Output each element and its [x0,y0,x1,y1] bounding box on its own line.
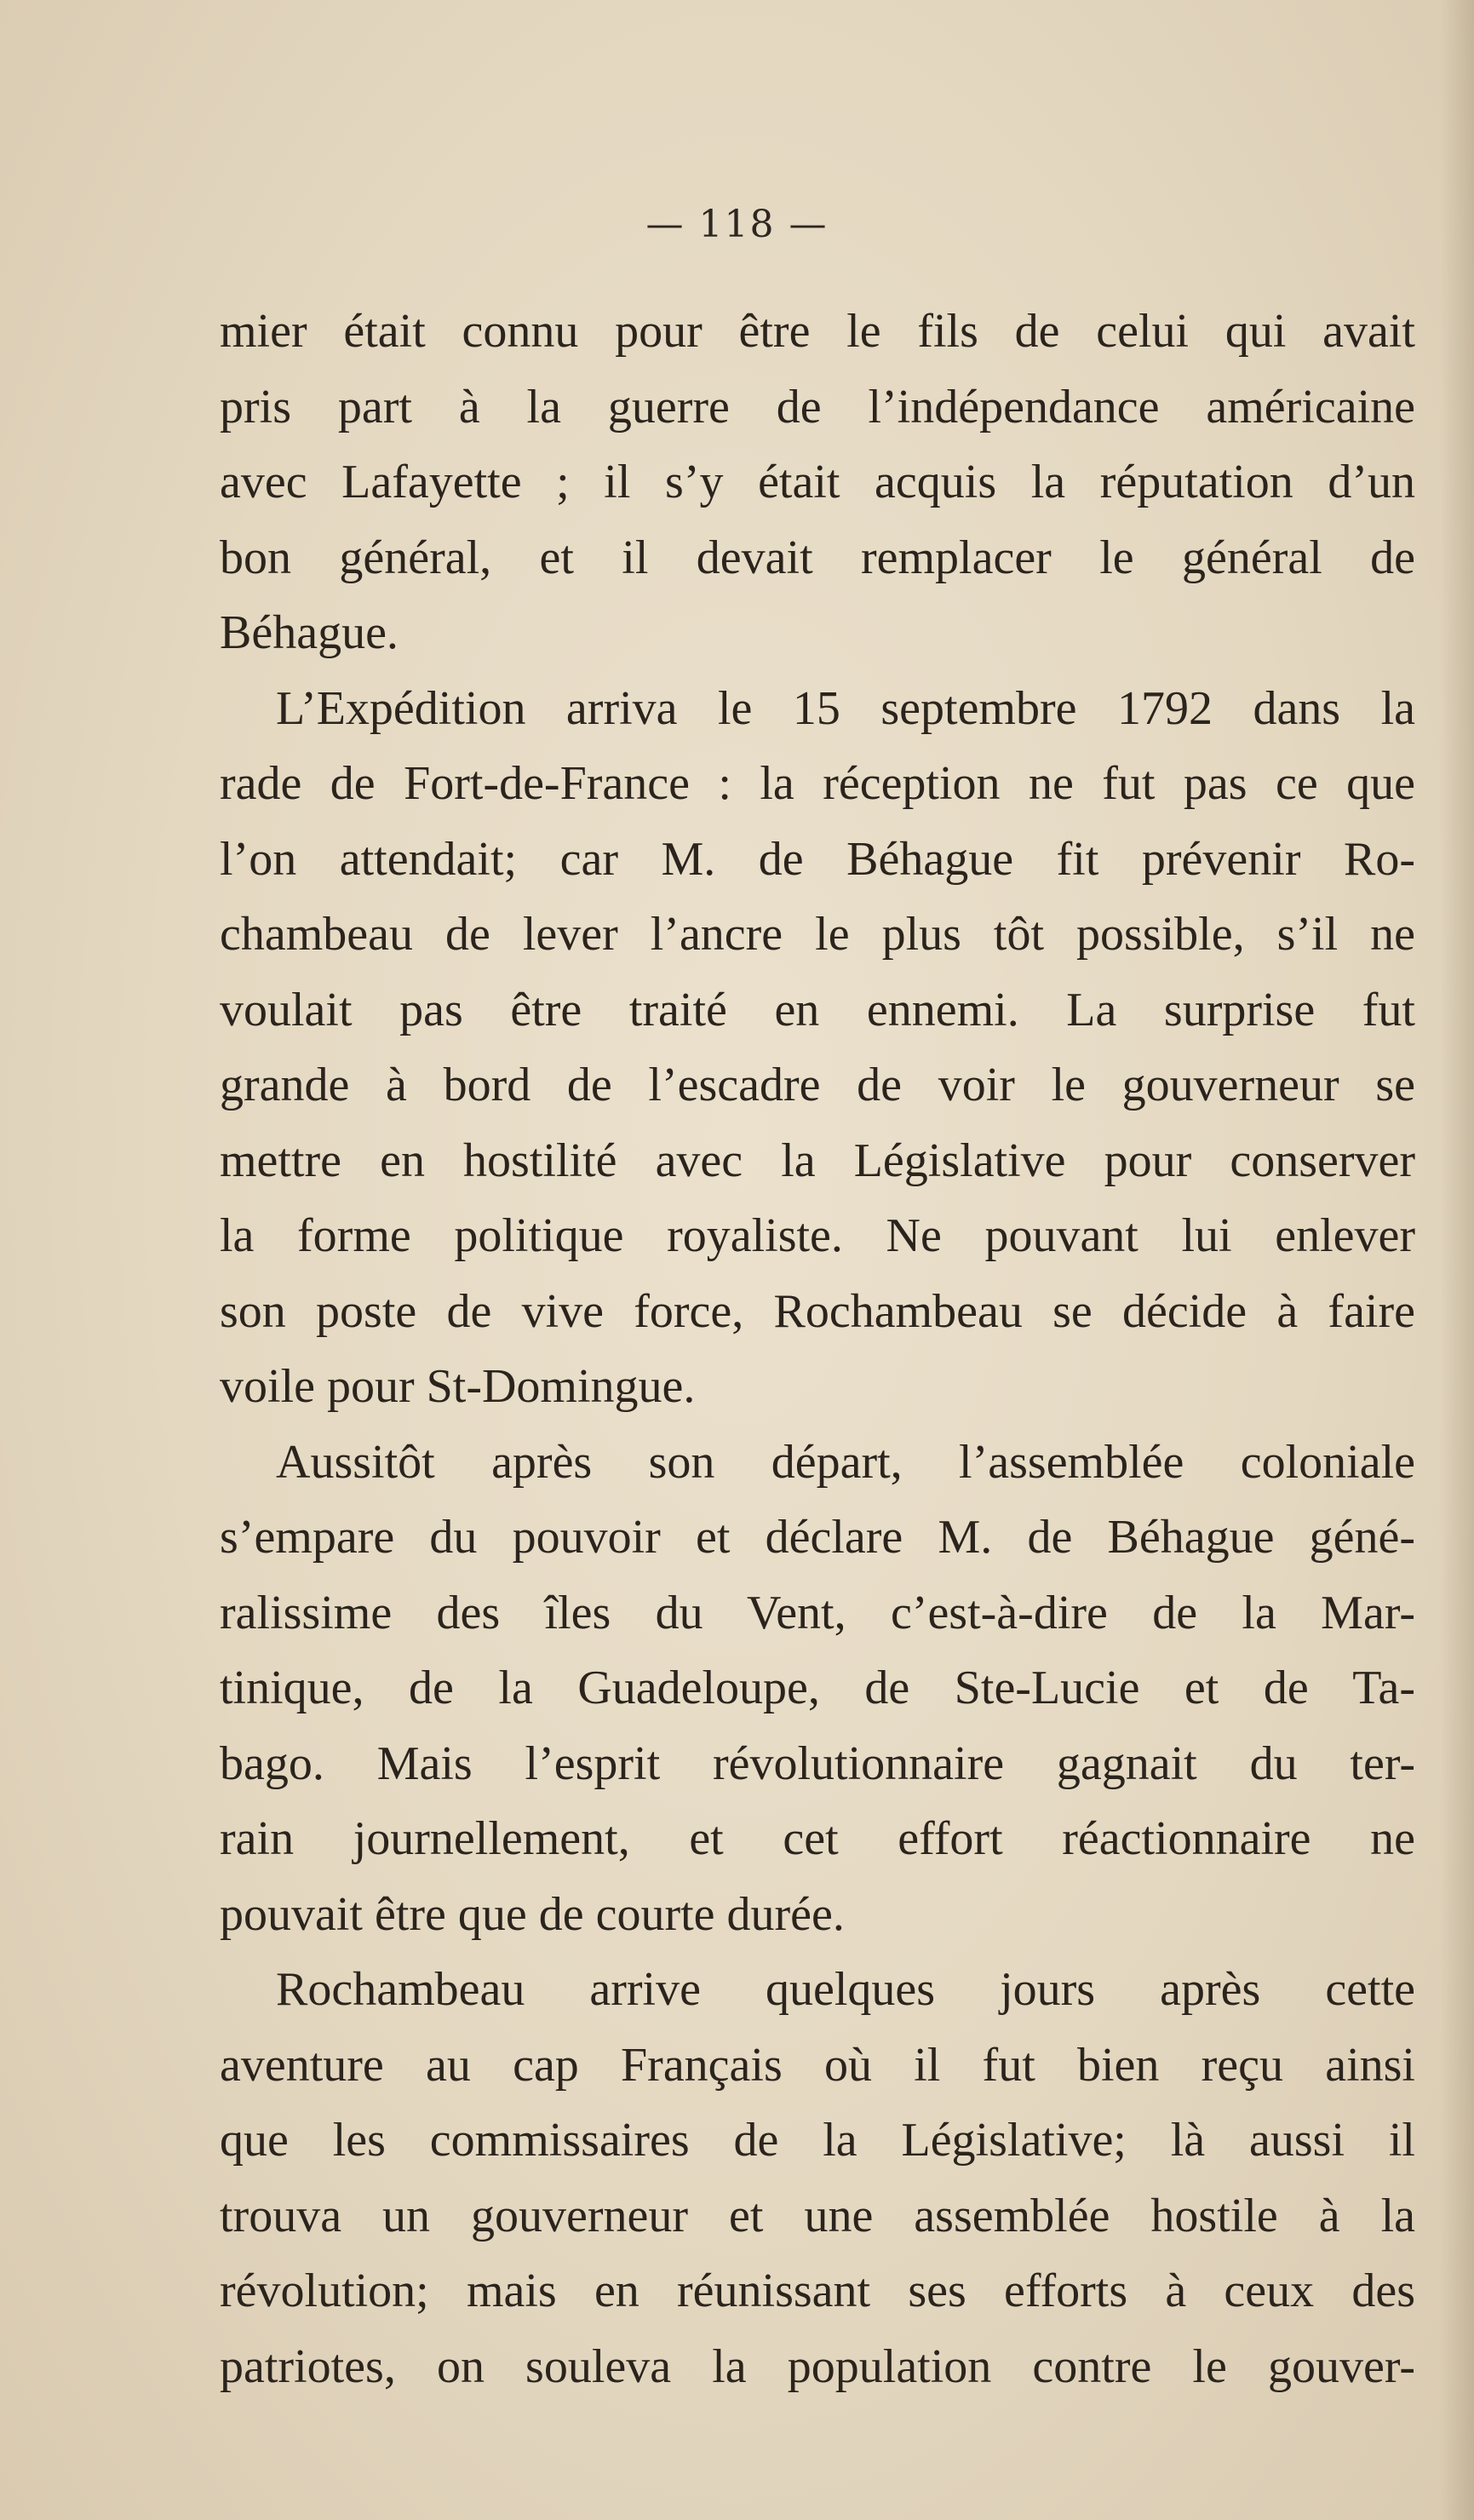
text-line: révolution; mais en réunissant ses efforts à ceux des [220,2265,1415,2317]
text-line: avec Lafayette ; il s’y était acquis la réputation d’un [220,456,1415,508]
text-line: pris part à la guerre de l’indépendance américaine [220,380,1415,433]
text-line: L’Expédition arriva le 15 septembre 1792 dans la [276,681,1415,735]
text-line: mettre en hostilité avec la Législative pour conserver [220,1134,1415,1187]
text-line: rade de Fort-de-France : la réception ne fut pas ce que [220,757,1415,810]
text-line: Béhague. [220,606,399,659]
text-line: Aussitôt après son départ, l’assemblée coloniale [276,1435,1415,1489]
text-line: rain journellement, et cet effort réactionnaire ne [220,1812,1415,1865]
text-line: son poste de vive force, Rochambeau se décide à faire [220,1284,1415,1338]
text-line: bago. Mais l’esprit révolutionnaire gagnait du ter- [220,1736,1415,1790]
text-line: patriotes, on souleva la population contre le gouver- [220,2339,1415,2393]
text-line: la forme politique royaliste. Ne pouvant lui enlever [220,1209,1415,1262]
text-line: mier était connu pour être le fils de celui qui avait [220,305,1415,358]
text-line: Rochambeau arrive quelques jours après cette [276,1963,1415,2016]
text-line: bon général, et il devait remplacer le général de [220,531,1415,584]
body-text [220,294,1415,2404]
text-line: tinique, de la Guadeloupe, de Ste-Lucie et de Ta- [220,1662,1415,1714]
text-line: voulait pas être traité en ennemi. La surprise fut [220,983,1415,1036]
text-line: pouvait être que de courte durée. [220,1887,845,1941]
text-line: chambeau de lever l’ancre le plus tôt possible, s’il ne [220,908,1415,961]
text-line: l’on attendait; car M. de Béhague fit prévenir Ro- [220,832,1415,886]
text-line: ralissime des îles du Vent, c’est-à-dire de la Mar- [220,1586,1415,1639]
text-line: grande à bord de l’escadre de voir le gouverneur se [220,1059,1415,1111]
text-line: voile pour St-Domingue. [220,1360,696,1413]
page-edge-shadow [1440,0,1474,2520]
text-line: trouva un gouverneur et une assemblée hostile à la [220,2189,1415,2242]
text-line: aventure au cap Français où il fut bien reçu ainsi [220,2038,1415,2092]
text-line: que les commissaires de la Législative; là aussi il [220,2114,1415,2167]
text-line: s’empare du pouvoir et déclare M. de Béhague géné- [220,1511,1415,1564]
page-number: — 118 — [645,203,829,246]
